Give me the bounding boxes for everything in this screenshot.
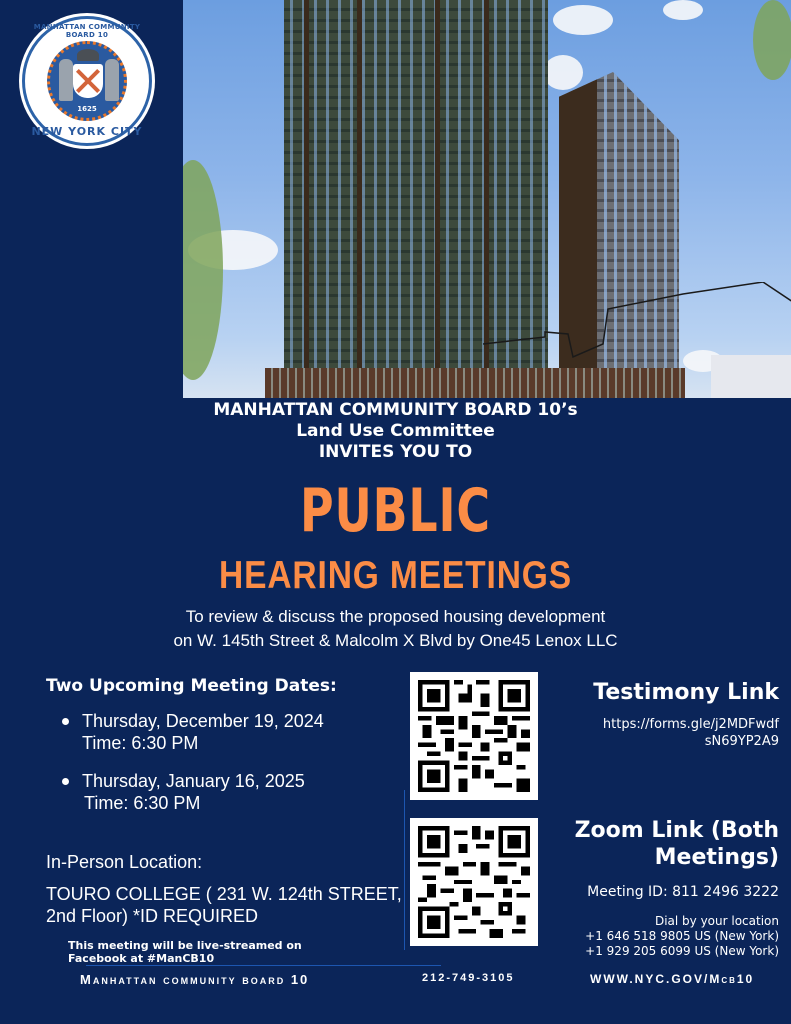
bullet-icon <box>62 718 69 725</box>
title-public: PUBLIC <box>300 476 491 546</box>
meeting-date-item <box>46 770 396 814</box>
location-address: TOURO COLLEGE ( 231 W. 124th STREET, 2nd Floor) *ID REQUIRED <box>46 884 402 926</box>
horizontal-divider <box>86 965 441 966</box>
testimony-link-url[interactable] <box>539 716 779 750</box>
title-hearing-meetings: HEARING MEETINGS <box>219 554 572 597</box>
zoom-qr-code[interactable] <box>410 818 538 946</box>
community-board-seal-logo <box>22 16 152 146</box>
meeting-dates-section <box>46 676 396 830</box>
committee-name: Land Use Committee <box>296 421 495 441</box>
meeting-date: Thursday, December 19, 2024 <box>82 711 324 731</box>
meeting-dates-heading: Two Upcoming Meeting Dates: <box>46 676 337 696</box>
seal-bottom-text: NEW YORK CITY <box>31 125 143 138</box>
meeting-time: Time: 6:30 PM <box>84 793 201 813</box>
bullet-icon <box>62 778 69 785</box>
footer-org-name: Manhattan community board 10 <box>80 972 310 987</box>
location-label: In-Person Location: <box>46 852 203 872</box>
seal-top-text: MANHATTAN COMMUNITY BOARD 10 <box>33 23 141 39</box>
dial-label: Dial by your location <box>654 914 779 928</box>
zoom-heading-line-1: Zoom Link (Both <box>574 818 779 843</box>
meeting-date-item <box>46 710 396 754</box>
testimony-url-line-1[interactable]: https://forms.gle/j2MDFwdf <box>602 717 779 732</box>
subtitle-description <box>0 605 791 653</box>
meeting-time: Time: 6:30 PM <box>82 733 199 753</box>
zoom-meeting-id: Meeting ID: 811 2496 3222 <box>587 884 779 900</box>
qr-code-icon <box>418 826 530 938</box>
footer-phone[interactable]: 212-749-3105 <box>422 972 515 984</box>
meeting-date: Thursday, January 16, 2025 <box>82 771 305 791</box>
vertical-divider <box>404 790 405 950</box>
footer-website[interactable]: WWW.NYC.GOV/Mcb10 <box>590 972 755 986</box>
livestream-line-2: Facebook at #ManCB10 <box>68 952 215 965</box>
invites-text: INVITES YOU TO <box>318 442 473 462</box>
subtitle-line-2: on W. 145th Street & Malcolm X Blvd by One45 Lenox LLC <box>173 631 618 650</box>
livestream-note <box>68 939 302 965</box>
zoom-link-heading <box>539 817 779 871</box>
building-rendering-image <box>183 0 791 398</box>
subtitle-line-1: To review & discuss the proposed housing development <box>185 607 606 626</box>
dial-in-info <box>585 914 779 959</box>
testimony-link-heading: Testimony Link <box>593 680 779 705</box>
dial-phone-number[interactable]: +1 929 205 6099 US (New York) <box>585 944 779 958</box>
seal-year: 1625 <box>77 105 97 113</box>
dial-phone-number[interactable]: +1 646 518 9805 US (New York) <box>585 929 779 943</box>
invitation-header <box>0 400 791 463</box>
footer <box>0 972 791 992</box>
zoom-heading-line-2: Meetings) <box>654 845 779 870</box>
testimony-qr-code[interactable] <box>410 672 538 800</box>
meeting-dates-list <box>46 710 396 814</box>
testimony-url-line-2[interactable]: sN69YP2A9 <box>704 734 779 749</box>
qr-code-icon <box>418 680 530 792</box>
board-name: MANHATTAN COMMUNITY BOARD 10’s <box>213 400 578 420</box>
livestream-line-1: This meeting will be live-streamed on <box>68 939 302 952</box>
